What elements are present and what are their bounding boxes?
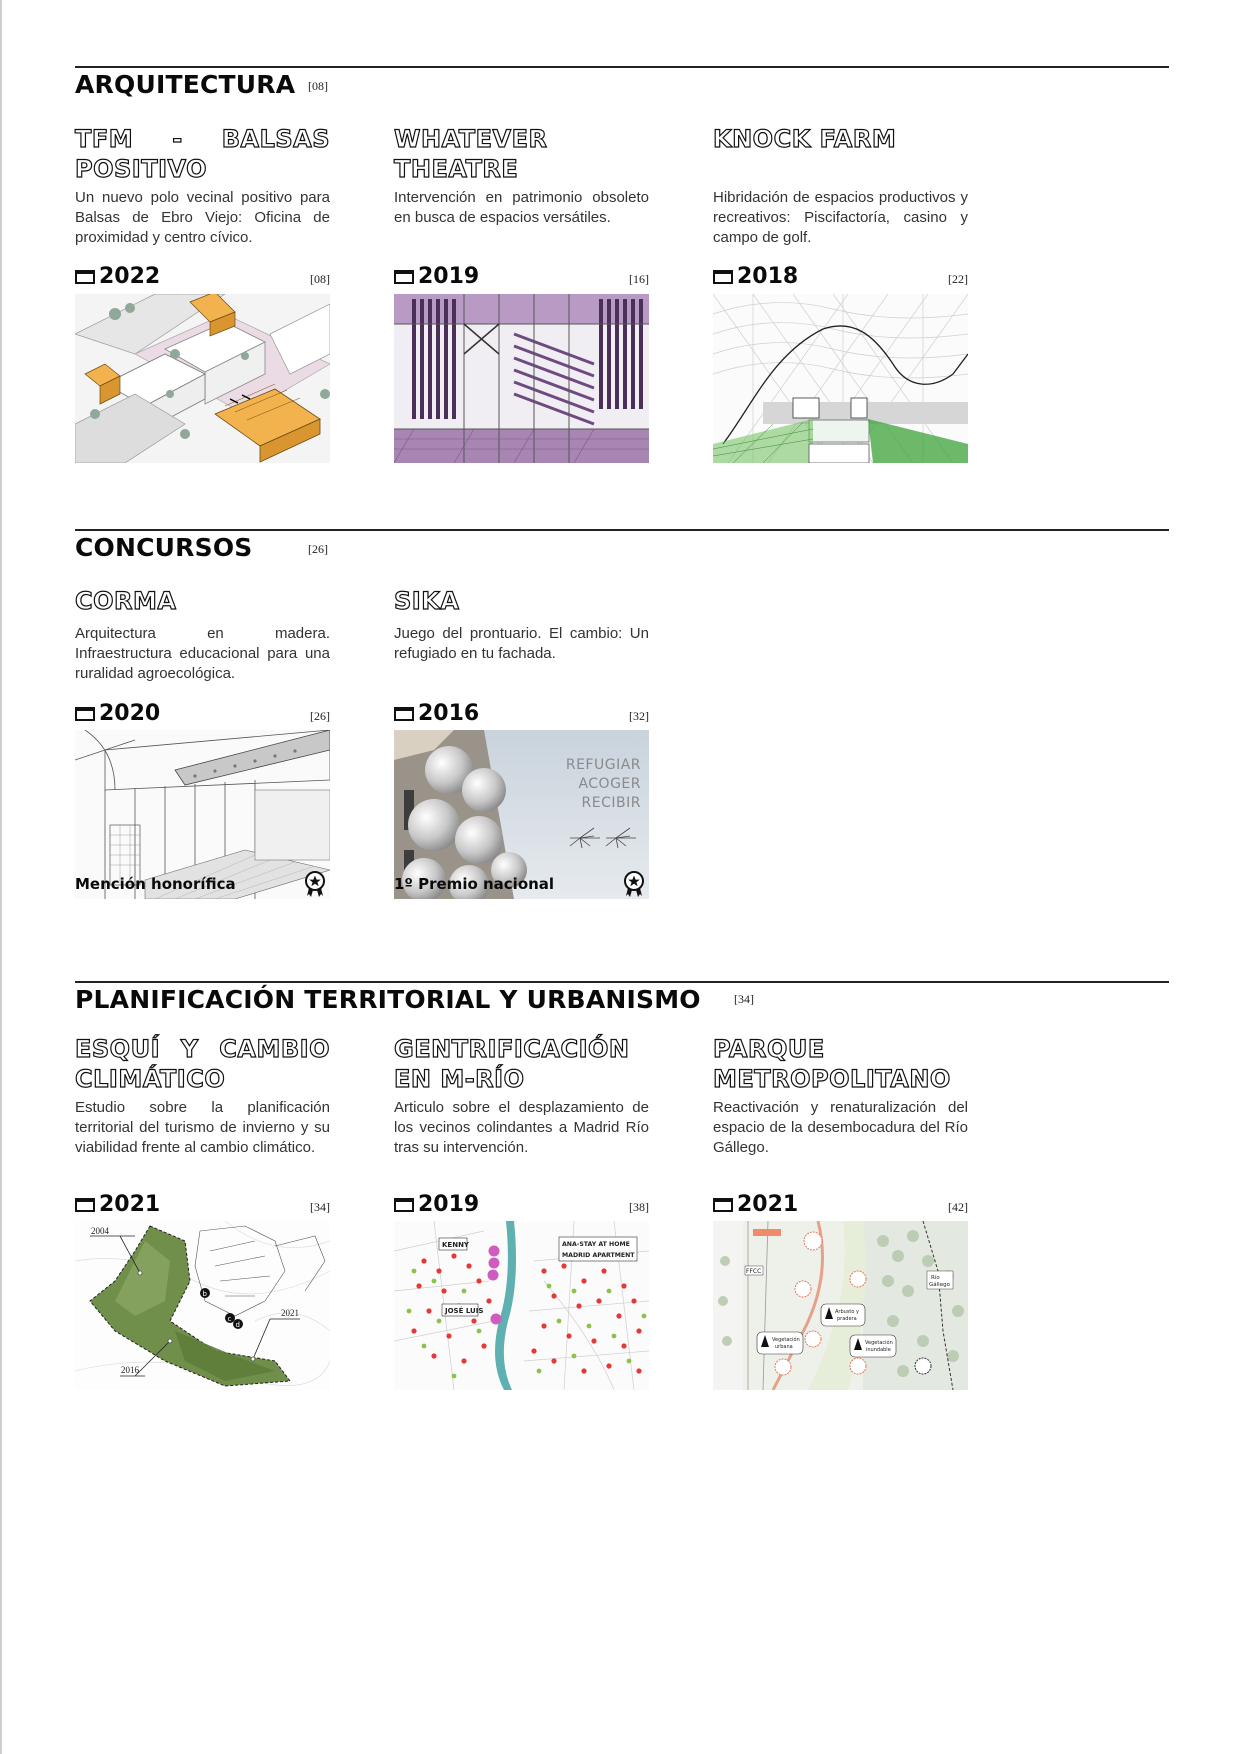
project-year: 2019 bbox=[418, 1192, 480, 1217]
calendar-icon bbox=[75, 1198, 95, 1212]
project-year: 2021 bbox=[99, 1192, 161, 1217]
year-row bbox=[75, 1194, 330, 1216]
project-image-gentrificacion-map[interactable] bbox=[394, 1221, 649, 1390]
year-row bbox=[75, 703, 330, 725]
project-page-ref: [22] bbox=[948, 272, 968, 286]
project-description: Articulo sobre el desplazamiento de los vecinos colindantes a Madrid Río tras su intervención. bbox=[394, 1099, 649, 1156]
year-row bbox=[713, 266, 968, 288]
project-title: SIKA bbox=[394, 587, 460, 615]
calendar-icon bbox=[75, 270, 95, 284]
project-image-theatre[interactable] bbox=[394, 294, 649, 463]
project-description: Intervención en patrimonio obsoleto en busca de espacios versátiles. bbox=[394, 189, 649, 226]
award-ribbon-icon bbox=[304, 871, 326, 897]
section-rule bbox=[75, 529, 1169, 531]
calendar-icon bbox=[75, 707, 95, 721]
svg-text:Río: Río bbox=[931, 1275, 940, 1281]
project-image-knock-farm[interactable] bbox=[713, 294, 968, 463]
svg-text:Gállego: Gállego bbox=[929, 1282, 950, 1288]
project-page-ref: [42] bbox=[948, 1200, 968, 1214]
overlay-line: REFUGIAR bbox=[565, 757, 641, 773]
year-row bbox=[713, 1194, 968, 1216]
project-page-ref: [38] bbox=[629, 1200, 649, 1214]
project-page-ref: [26] bbox=[310, 709, 330, 723]
project-image-esqui-map[interactable] bbox=[75, 1221, 330, 1390]
project-card-tfm-balsas[interactable] bbox=[75, 124, 330, 464]
section-rule bbox=[75, 66, 1169, 68]
project-page-ref: [08] bbox=[310, 272, 330, 286]
project-title: CORMA bbox=[75, 587, 177, 615]
project-card-sika[interactable] bbox=[394, 586, 649, 906]
calendar-icon bbox=[713, 270, 733, 284]
image-overlay-text bbox=[566, 756, 641, 813]
section-rule bbox=[75, 981, 1169, 983]
section-title-concursos: CONCURSOS bbox=[75, 533, 253, 562]
award-label: 1º Premio nacional bbox=[394, 875, 555, 893]
project-description: Reactivación y renaturalización del espacio de la desembocadura del Río Gállego. bbox=[713, 1099, 968, 1156]
project-description: Juego del prontuario. El cambio: Un refugiado en tu fachada. bbox=[394, 625, 649, 662]
project-title: PARQUE METROPOLITANO bbox=[713, 1035, 951, 1093]
project-image-sika[interactable] bbox=[394, 730, 649, 899]
project-title: KNOCK FARM bbox=[713, 125, 897, 153]
svg-text:ANA-STAY AT HOME: ANA-STAY AT HOME bbox=[562, 1241, 630, 1248]
project-description: Estudio sobre la planificación territorial del turismo de invierno y su viabilidad frente al cambio climático. bbox=[75, 1099, 330, 1156]
project-year: 2019 bbox=[418, 264, 480, 289]
svg-text:JOSÉ LUIS: JOSÉ LUIS bbox=[445, 1307, 484, 1315]
project-page-ref: [34] bbox=[310, 1200, 330, 1214]
project-card-esqui[interactable] bbox=[75, 1034, 330, 1394]
year-row bbox=[394, 266, 649, 288]
project-year: 2018 bbox=[737, 264, 799, 289]
svg-text:c: c bbox=[227, 1315, 232, 1323]
year-row bbox=[75, 266, 330, 288]
project-title: GENTRIFICACIÓN EN M-RÍO bbox=[394, 1035, 630, 1093]
project-description: Un nuevo polo vecinal positivo para Balsas de Ebro Viejo: Oficina de proximidad y centro cívico. bbox=[75, 189, 330, 246]
svg-text:MADRID APARTMENT: MADRID APARTMENT bbox=[562, 1252, 635, 1259]
project-card-gentrificacion[interactable] bbox=[394, 1034, 649, 1394]
project-title: WHATEVER THEATRE bbox=[394, 125, 548, 183]
svg-text:2004: 2004 bbox=[91, 1226, 109, 1236]
project-card-corma[interactable] bbox=[75, 586, 330, 906]
project-page-ref: [32] bbox=[629, 709, 649, 723]
project-title: ESQUÍ Y CAMBIO CLIMÁTICO bbox=[75, 1035, 330, 1093]
project-year: 2021 bbox=[737, 1192, 799, 1217]
svg-text:urbana: urbana bbox=[775, 1344, 793, 1350]
project-image-balsas[interactable] bbox=[75, 294, 330, 463]
section-page-ref: [08] bbox=[308, 79, 328, 93]
calendar-icon bbox=[394, 270, 414, 284]
year-row bbox=[394, 1194, 649, 1216]
project-year: 2016 bbox=[418, 701, 480, 726]
overlay-line: ACOGER bbox=[578, 776, 641, 792]
project-title: TFM - BALSAS POSITIVO bbox=[75, 125, 330, 183]
svg-text:inundable: inundable bbox=[866, 1347, 891, 1353]
calendar-icon bbox=[394, 707, 414, 721]
project-description: Arquitectura en madera. Infraestructura educacional para una ruralidad agroecológica. bbox=[75, 625, 330, 682]
project-image-corma[interactable] bbox=[75, 730, 330, 899]
svg-text:pradera: pradera bbox=[837, 1316, 857, 1322]
svg-text:b: b bbox=[202, 1290, 207, 1298]
project-card-parque-metropolitano[interactable] bbox=[713, 1034, 968, 1394]
project-page-ref: [16] bbox=[629, 272, 649, 286]
section-page-ref: [26] bbox=[308, 542, 328, 556]
section-title-arquitectura: ARQUITECTURA bbox=[75, 70, 296, 99]
svg-text:FFCC: FFCC bbox=[746, 1268, 762, 1275]
svg-text:2021: 2021 bbox=[281, 1308, 299, 1318]
svg-text:Vegetación: Vegetación bbox=[772, 1337, 800, 1343]
svg-text:2016: 2016 bbox=[121, 1365, 139, 1375]
year-row bbox=[394, 703, 649, 725]
page-border bbox=[0, 0, 2, 1754]
award-label: Mención honorífica bbox=[75, 875, 236, 893]
svg-text:Arbusto y: Arbusto y bbox=[835, 1309, 859, 1315]
project-card-knock-farm[interactable] bbox=[713, 124, 968, 464]
project-image-parque-plan[interactable] bbox=[713, 1221, 968, 1390]
award-ribbon-icon bbox=[623, 871, 645, 897]
calendar-icon bbox=[394, 1198, 414, 1212]
svg-text:Vegetación: Vegetación bbox=[865, 1340, 893, 1346]
svg-text:d: d bbox=[235, 1321, 240, 1329]
svg-text:KENNY: KENNY bbox=[442, 1241, 469, 1249]
calendar-icon bbox=[713, 1198, 733, 1212]
project-description: Hibridación de espacios productivos y recreativos: Piscifactoría, casino y campo de golf. bbox=[713, 189, 968, 246]
project-year: 2022 bbox=[99, 264, 161, 289]
project-card-whatever-theatre[interactable] bbox=[394, 124, 649, 464]
section-title-planificacion: PLANIFICACIÓN TERRITORIAL Y URBANISMO bbox=[75, 985, 701, 1014]
project-year: 2020 bbox=[99, 701, 161, 726]
overlay-line: RECIBIR bbox=[581, 795, 641, 811]
section-page-ref: [34] bbox=[734, 992, 754, 1006]
